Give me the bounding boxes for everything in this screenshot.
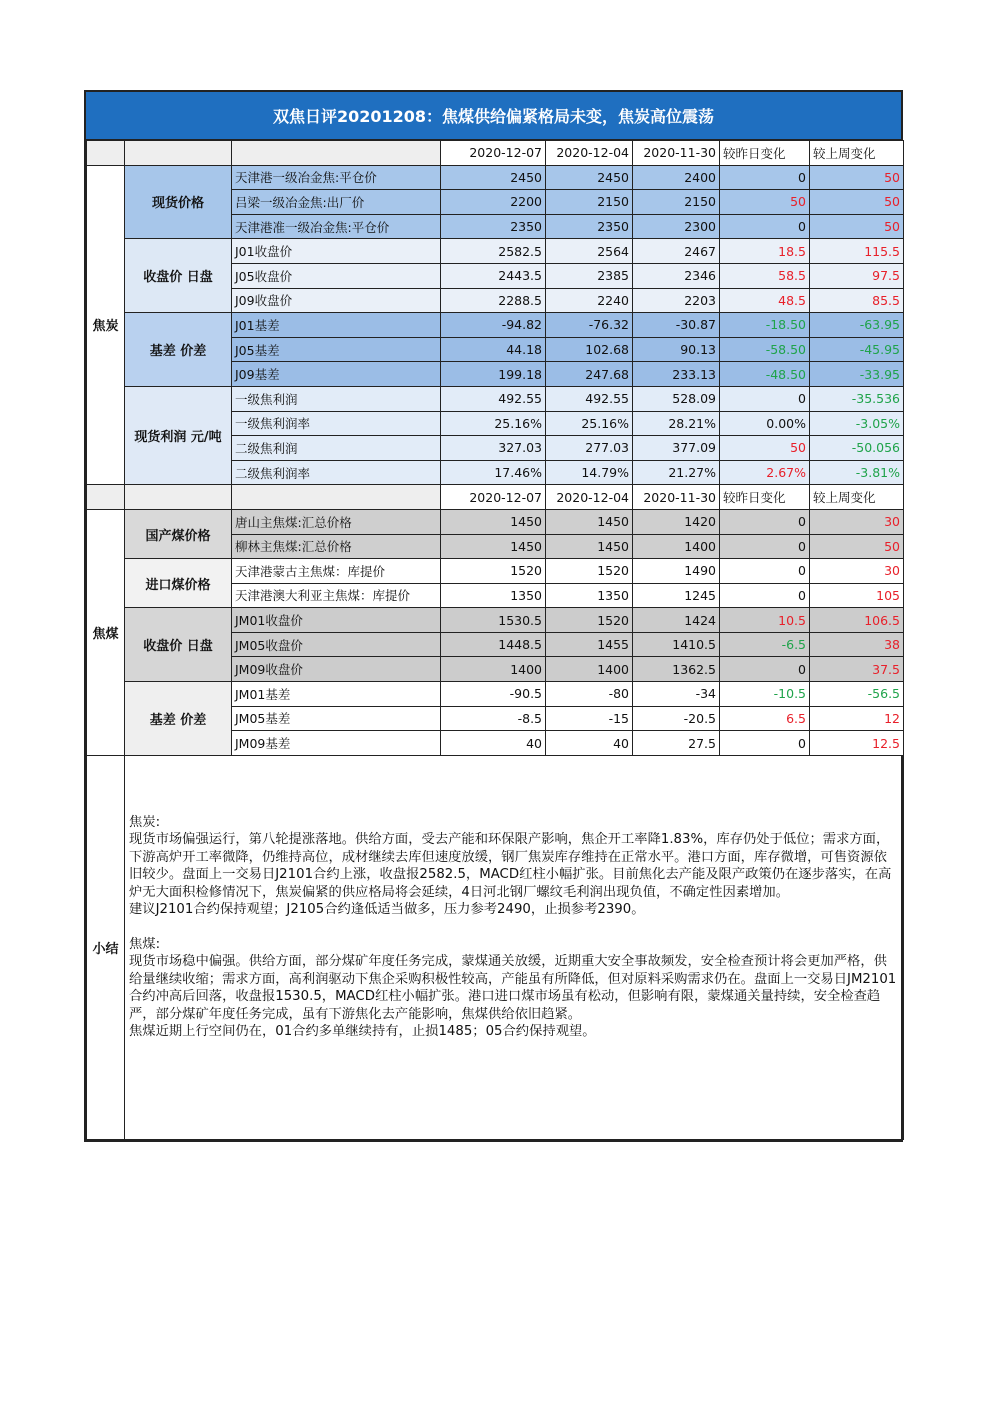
change-week-value: -63.95 — [810, 313, 904, 338]
header-blank-cell — [232, 141, 441, 166]
value-date2: 25.16% — [546, 411, 633, 436]
value-date1: 2582.5 — [441, 239, 546, 264]
indicator-name: J09基差 — [232, 362, 441, 387]
value-date3: 1362.5 — [633, 657, 720, 682]
value-date3: 90.13 — [633, 337, 720, 362]
group-label: 收盘价 日盘 — [125, 608, 232, 682]
indicator-name: J01基差 — [232, 313, 441, 338]
summary-coke-heading: 焦炭: — [129, 814, 161, 830]
change-week-value: 50 — [810, 190, 904, 215]
change-week-value: 12 — [810, 706, 904, 731]
indicator-name: 天津港一级冶金焦:平仓价 — [232, 165, 441, 190]
date-header-row — [87, 485, 904, 510]
change-week-value: -35.536 — [810, 386, 904, 411]
change-day-value: 18.5 — [720, 239, 810, 264]
summary-coal-body: 现货市场稳中偏强。供给方面，部分煤矿年度任务完成，蒙煤通关放缓，近期重大安全事故频发，安全检查预计将会更加严格，供给量继续收缩；需求方面，高利润驱动下焦企采购积极性较高，产能虽有所降低，但对原料采购需求仍在。盘面上一交易日JM2101合约冲高后回落，收盘报1530.5，MACD红柱小幅扩张。港口进口煤市场虽有松动，但影响有限，蒙煤通关量持续，安全检查趋严，部分煤矿年度任务完成，虽有下游焦化去产能影响，焦煤供给依旧趋紧。 — [129, 954, 897, 1022]
change-week-value: 106.5 — [810, 608, 904, 633]
value-date3: 21.27% — [633, 460, 720, 485]
change-week-value: 85.5 — [810, 288, 904, 313]
change-week-value: -50.056 — [810, 436, 904, 461]
data-row — [87, 682, 904, 707]
value-date3: 1420 — [633, 509, 720, 534]
change-day-value: -48.50 — [720, 362, 810, 387]
group-label: 基差 价差 — [125, 682, 232, 756]
change-week-value: 38 — [810, 632, 904, 657]
value-date3: 2467 — [633, 239, 720, 264]
change-day-value: 10.5 — [720, 608, 810, 633]
value-date2: 277.03 — [546, 436, 633, 461]
change-week-value: 115.5 — [810, 239, 904, 264]
value-date2: 102.68 — [546, 337, 633, 362]
change-day-value: 0 — [720, 657, 810, 682]
value-date1: 25.16% — [441, 411, 546, 436]
group-label: 基差 价差 — [125, 313, 232, 387]
change-week-value: -33.95 — [810, 362, 904, 387]
value-date1: -8.5 — [441, 706, 546, 731]
value-date2: -76.32 — [546, 313, 633, 338]
group-label: 进口煤价格 — [125, 559, 232, 608]
indicator-name: JM05基差 — [232, 706, 441, 731]
change-day-value: -18.50 — [720, 313, 810, 338]
change-day-value: 58.5 — [720, 263, 810, 288]
change-week-value: -45.95 — [810, 337, 904, 362]
value-date1: 492.55 — [441, 386, 546, 411]
value-date3: 528.09 — [633, 386, 720, 411]
value-date1: 1350 — [441, 583, 546, 608]
change-week-value: -56.5 — [810, 682, 904, 707]
report-sheet — [84, 90, 903, 1142]
value-date3: 1490 — [633, 559, 720, 584]
value-date2: 492.55 — [546, 386, 633, 411]
indicator-name: J05收盘价 — [232, 263, 441, 288]
indicator-name: JM09收盘价 — [232, 657, 441, 682]
value-date1: 1400 — [441, 657, 546, 682]
value-date3: 2346 — [633, 263, 720, 288]
value-date2: 14.79% — [546, 460, 633, 485]
change-day-value: 0 — [720, 731, 810, 756]
value-date3: -20.5 — [633, 706, 720, 731]
header-blank-cell — [125, 141, 232, 166]
indicator-name: 天津港准一级冶金焦:平仓价 — [232, 214, 441, 239]
group-label: 国产煤价格 — [125, 509, 232, 558]
value-date1: 1450 — [441, 534, 546, 559]
value-date1: 199.18 — [441, 362, 546, 387]
header-blank-cell — [232, 485, 441, 510]
data-row — [87, 165, 904, 190]
change-week-value: 50 — [810, 534, 904, 559]
indicator-name: JM01基差 — [232, 682, 441, 707]
change-day-value: 0 — [720, 165, 810, 190]
indicator-name: 二级焦利润率 — [232, 460, 441, 485]
group-label: 现货价格 — [125, 165, 232, 239]
value-date3: -30.87 — [633, 313, 720, 338]
change-week-value: 30 — [810, 509, 904, 534]
date-header-3: 2020-11-30 — [633, 485, 720, 510]
change-day-value: 50 — [720, 190, 810, 215]
change-day-value: 6.5 — [720, 706, 810, 731]
value-date3: 2150 — [633, 190, 720, 215]
value-date2: 2350 — [546, 214, 633, 239]
change-week-value: 12.5 — [810, 731, 904, 756]
value-date1: -94.82 — [441, 313, 546, 338]
value-date2: 40 — [546, 731, 633, 756]
value-date1: 17.46% — [441, 460, 546, 485]
change-day-value: 48.5 — [720, 288, 810, 313]
data-row — [87, 608, 904, 633]
summary-section — [87, 755, 904, 1139]
summary-coke-body: 现货市场偏强运行，第八轮提涨落地。供给方面，受去产能和环保限产影响，焦企开工率降1.83%，库存仍处于低位；需求方面，下游高炉开工率微降，仍维持高位，成材继续去库但速度放缓，钢厂焦炭库存维持在正常水平。港口方面，库存微增，可售资源依旧较少。盘面上一交易日J2101合约上涨，收盘报2582.5，MACD红柱小幅扩张。目前焦化去产能及限产政策仍在逐步落实，在高炉无大面积检修情况下，焦炭偏紧的供应格局将会延续，4日河北钢厂螺纹毛利润出现负值，不确定性因素增加。 — [129, 832, 892, 900]
value-date2: -80 — [546, 682, 633, 707]
value-date2: 2240 — [546, 288, 633, 313]
summary-coal-advice: 焦煤近期上行空间仍在，01合约多单继续持有，止损1485；05合约保持观望。 — [129, 1024, 596, 1040]
summary-label: 小结 — [87, 755, 125, 1139]
change-week-value: 97.5 — [810, 263, 904, 288]
data-table — [86, 140, 904, 1140]
change-week-header: 较上周变化 — [810, 485, 904, 510]
change-day-value: -10.5 — [720, 682, 810, 707]
value-date2: 2385 — [546, 263, 633, 288]
value-date3: 2400 — [633, 165, 720, 190]
indicator-name: 二级焦利润 — [232, 436, 441, 461]
data-row — [87, 509, 904, 534]
change-week-value: 37.5 — [810, 657, 904, 682]
value-date1: 2350 — [441, 214, 546, 239]
date-header-2: 2020-12-04 — [546, 141, 633, 166]
value-date3: 1245 — [633, 583, 720, 608]
value-date3: 2203 — [633, 288, 720, 313]
value-date1: 1448.5 — [441, 632, 546, 657]
change-day-value: -58.50 — [720, 337, 810, 362]
indicator-name: 吕梁一级冶金焦:出厂价 — [232, 190, 441, 215]
change-week-value: 105 — [810, 583, 904, 608]
header-blank-cell — [87, 485, 125, 510]
data-row — [87, 559, 904, 584]
value-date2: 2150 — [546, 190, 633, 215]
value-date1: 1520 — [441, 559, 546, 584]
summary-coke-advice: 建议J2101合约保持观望；J2105合约逢低适当做多，压力参考2490，止损参考2390。 — [129, 902, 645, 918]
change-day-value: 0 — [720, 534, 810, 559]
date-header-1: 2020-12-07 — [441, 141, 546, 166]
value-date3: 233.13 — [633, 362, 720, 387]
value-date2: 1520 — [546, 608, 633, 633]
change-day-value: 0 — [720, 583, 810, 608]
change-day-header: 较昨日变化 — [720, 485, 810, 510]
value-date1: 327.03 — [441, 436, 546, 461]
change-day-value: 0.00% — [720, 411, 810, 436]
header-blank-cell — [125, 485, 232, 510]
value-date3: 1400 — [633, 534, 720, 559]
value-date2: 1400 — [546, 657, 633, 682]
indicator-name: JM09基差 — [232, 731, 441, 756]
value-date2: 247.68 — [546, 362, 633, 387]
value-date1: 1450 — [441, 509, 546, 534]
value-date2: 1450 — [546, 509, 633, 534]
value-date2: 1350 — [546, 583, 633, 608]
value-date2: 2450 — [546, 165, 633, 190]
indicator-name: 天津港澳大利亚主焦煤：库提价 — [232, 583, 441, 608]
group-label: 收盘价 日盘 — [125, 239, 232, 313]
value-date2: 1450 — [546, 534, 633, 559]
change-week-value: 50 — [810, 214, 904, 239]
indicator-name: J09收盘价 — [232, 288, 441, 313]
data-row — [87, 313, 904, 338]
coal-category-label: 焦煤 — [87, 509, 125, 755]
group-label: 现货利润 元/吨 — [125, 386, 232, 484]
header-blank-cell — [87, 141, 125, 166]
change-day-value: 0 — [720, 214, 810, 239]
date-header-1: 2020-12-07 — [441, 485, 546, 510]
indicator-name: JM05收盘价 — [232, 632, 441, 657]
change-week-header: 较上周变化 — [810, 141, 904, 166]
summary-text — [125, 756, 903, 1041]
report-title: 双焦日评20201208：焦煤供给偏紧格局未变，焦炭高位震荡 — [86, 92, 901, 140]
summary-coal-heading: 焦煤: — [129, 936, 161, 952]
value-date1: 40 — [441, 731, 546, 756]
value-date1: 44.18 — [441, 337, 546, 362]
change-day-value: 0 — [720, 559, 810, 584]
value-date3: 2300 — [633, 214, 720, 239]
value-date1: -90.5 — [441, 682, 546, 707]
indicator-name: 一级焦利润率 — [232, 411, 441, 436]
change-day-value: 0 — [720, 386, 810, 411]
indicator-name: J05基差 — [232, 337, 441, 362]
value-date2: -15 — [546, 706, 633, 731]
value-date1: 2443.5 — [441, 263, 546, 288]
indicator-name: J01收盘价 — [232, 239, 441, 264]
value-date3: 27.5 — [633, 731, 720, 756]
value-date2: 1455 — [546, 632, 633, 657]
date-header-row — [87, 141, 904, 166]
value-date1: 2200 — [441, 190, 546, 215]
indicator-name: 柳林主焦煤:汇总价格 — [232, 534, 441, 559]
indicator-name: 唐山主焦煤:汇总价格 — [232, 509, 441, 534]
indicator-name: 一级焦利润 — [232, 386, 441, 411]
indicator-name: 天津港蒙古主焦煤：库提价 — [232, 559, 441, 584]
change-week-value: -3.05% — [810, 411, 904, 436]
indicator-name: JM01收盘价 — [232, 608, 441, 633]
value-date1: 1530.5 — [441, 608, 546, 633]
value-date1: 2450 — [441, 165, 546, 190]
date-header-3: 2020-11-30 — [633, 141, 720, 166]
change-week-value: 50 — [810, 165, 904, 190]
change-week-value: -3.81% — [810, 460, 904, 485]
value-date3: 377.09 — [633, 436, 720, 461]
value-date3: 1424 — [633, 608, 720, 633]
change-day-value: 50 — [720, 436, 810, 461]
change-day-value: 0 — [720, 509, 810, 534]
change-day-value: 2.67% — [720, 460, 810, 485]
coke-category-label: 焦炭 — [87, 165, 125, 485]
value-date1: 2288.5 — [441, 288, 546, 313]
change-day-value: -6.5 — [720, 632, 810, 657]
value-date3: 28.21% — [633, 411, 720, 436]
value-date2: 2564 — [546, 239, 633, 264]
date-header-2: 2020-12-04 — [546, 485, 633, 510]
value-date3: -34 — [633, 682, 720, 707]
value-date3: 1410.5 — [633, 632, 720, 657]
value-date2: 1520 — [546, 559, 633, 584]
change-week-value: 30 — [810, 559, 904, 584]
data-row — [87, 386, 904, 411]
data-row — [87, 239, 904, 264]
change-day-header: 较昨日变化 — [720, 141, 810, 166]
